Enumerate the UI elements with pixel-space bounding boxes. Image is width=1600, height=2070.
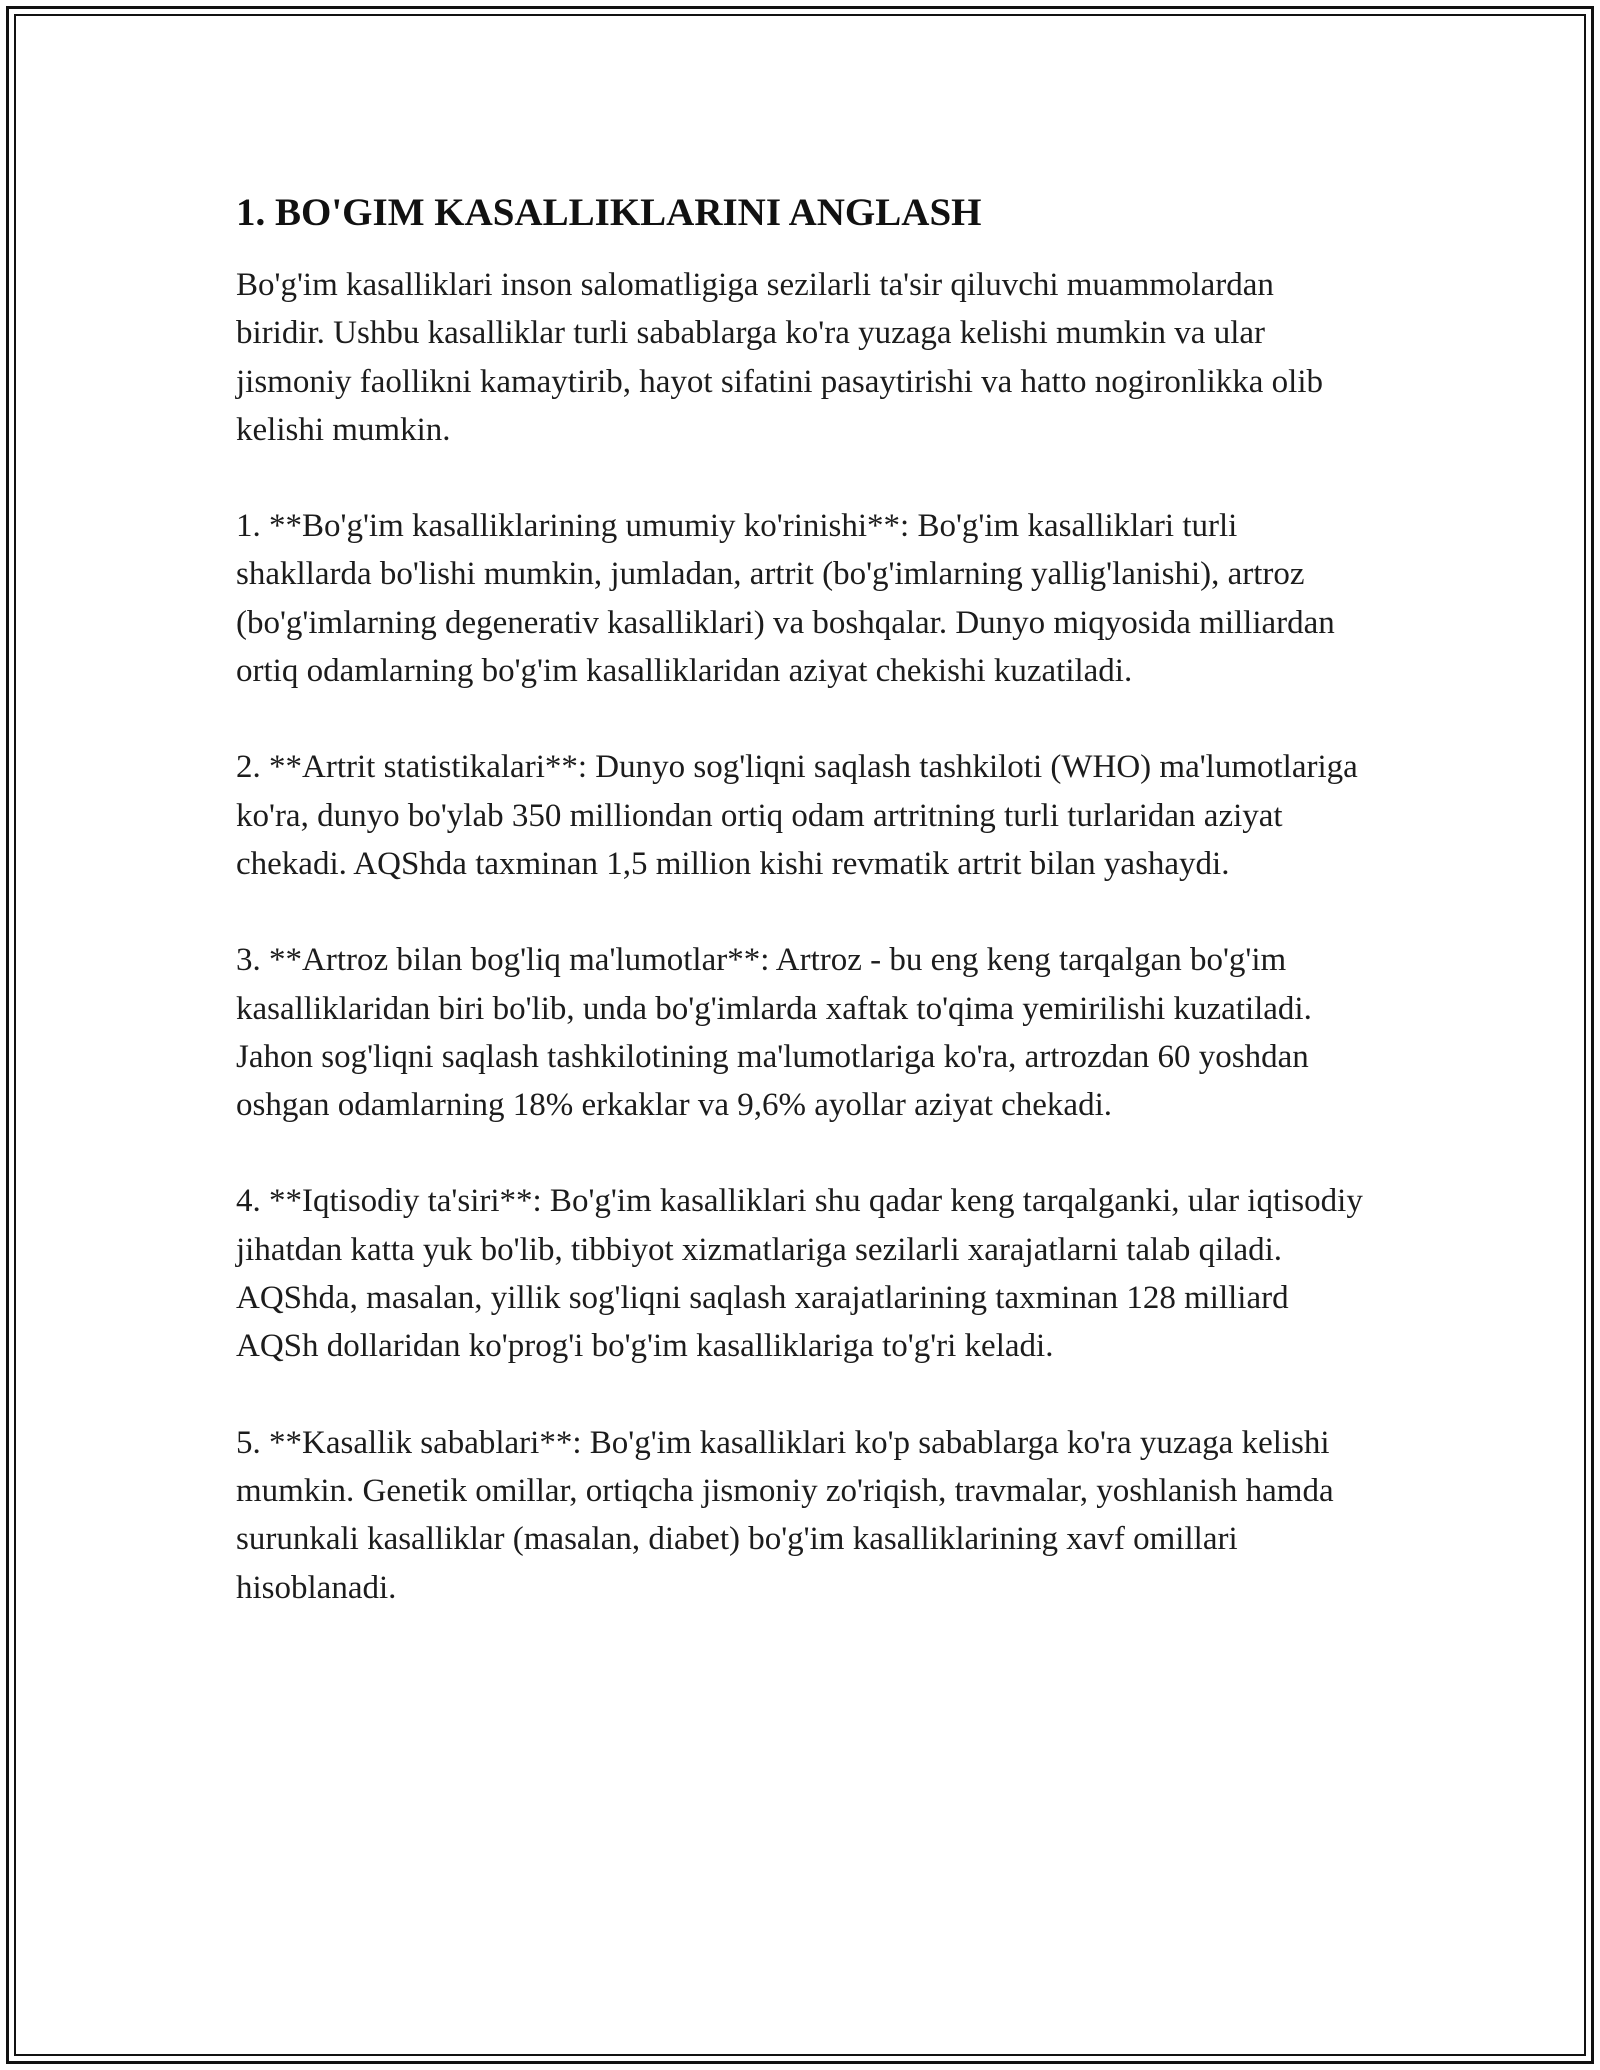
paragraph-causes: 5. **Kasallik sabablari**: Bo'g'im kasalliklari ko'p sabablarga ko'ra yuzaga kelishi mumkin. Genetik omillar, ortiqcha jismoniy zo'riqish, travmalar, yoshlanish hamda surunkali kasalliklar (masalan, diabet) bo'g'im kasalliklarining xavf omillari hisoblanadi. [236,1424,1334,1606]
paragraph-arthrosis-data: 3. **Artroz bilan bog'liq ma'lumotlar**: Artroz - bu eng keng tarqalgan bo'g'im kasalliklaridan biri bo'lib, unda bo'g'imlarda xaftak to'qima yemirilishi kuzatiladi. Jahon sog'liqni saqlash tashkilotining ma'lumotlariga ko'ra, artrozdan 60 yoshdan oshgan odamlarning 18% erkaklar va 9,6% ayollar aziyat chekadi. [236,942,1312,1124]
paragraph-arthritis-statistics: 2. **Artrit statistikalari**: Dunyo sog'liqni saqlash tashkiloti (WHO) ma'lumotlariga ko'ra, dunyo bo'ylab 350 milliondan ortiq odam artritning turli turlaridan aziyat chekadi. AQShda taxminan 1,5 million kishi revmatik artrit bilan yashaydi. [236,749,1358,882]
paragraph-overview: 1. **Bo'g'im kasalliklarining umumiy ko'rinishi**: Bo'g'im kasalliklari turli shakllarda bo'lishi mumkin, jumladan, artrit (bo'g'imlarning yallig'lanishi), artroz (bo'g'imlarning degenerativ kasalliklari) va boshqalar. Dunyo miqyosida milliardan ortiq odamlarning bo'g'im kasalliklaridan aziyat chekishi kuzatiladi. [236,508,1335,690]
document-body [236,185,1366,1660]
intro-paragraph: Bo'g'im kasalliklari inson salomatligiga sezilarli ta'sir qiluvchi muammolardan biridir. Ushbu kasalliklar turli sabablarga ko'ra yuzaga kelishi mumkin va ular jismoniy faollikni kamaytirib, hayot sifatini pasaytirishi va hatto nogironlikka olib kelishi mumkin. [236,267,1324,448]
paragraph-economic-impact: 4. **Iqtisodiy ta'siri**: Bo'g'im kasalliklari shu qadar keng tarqalganki, ular iqtisodiy jihatdan katta yuk bo'lib, tibbiyot xizmatlariga sezilarli xarajatlarni talab qiladi. AQShda, masalan, yillik sog'liqni saqlash xarajatlarining taxminan 128 milliard AQSh dollaridan ko'prog'i bo'g'im kasalliklariga to'g'ri keladi. [236,1183,1363,1365]
section-heading: 1. BO'GIM KASALLIKLARINI ANGLASH [236,191,982,234]
